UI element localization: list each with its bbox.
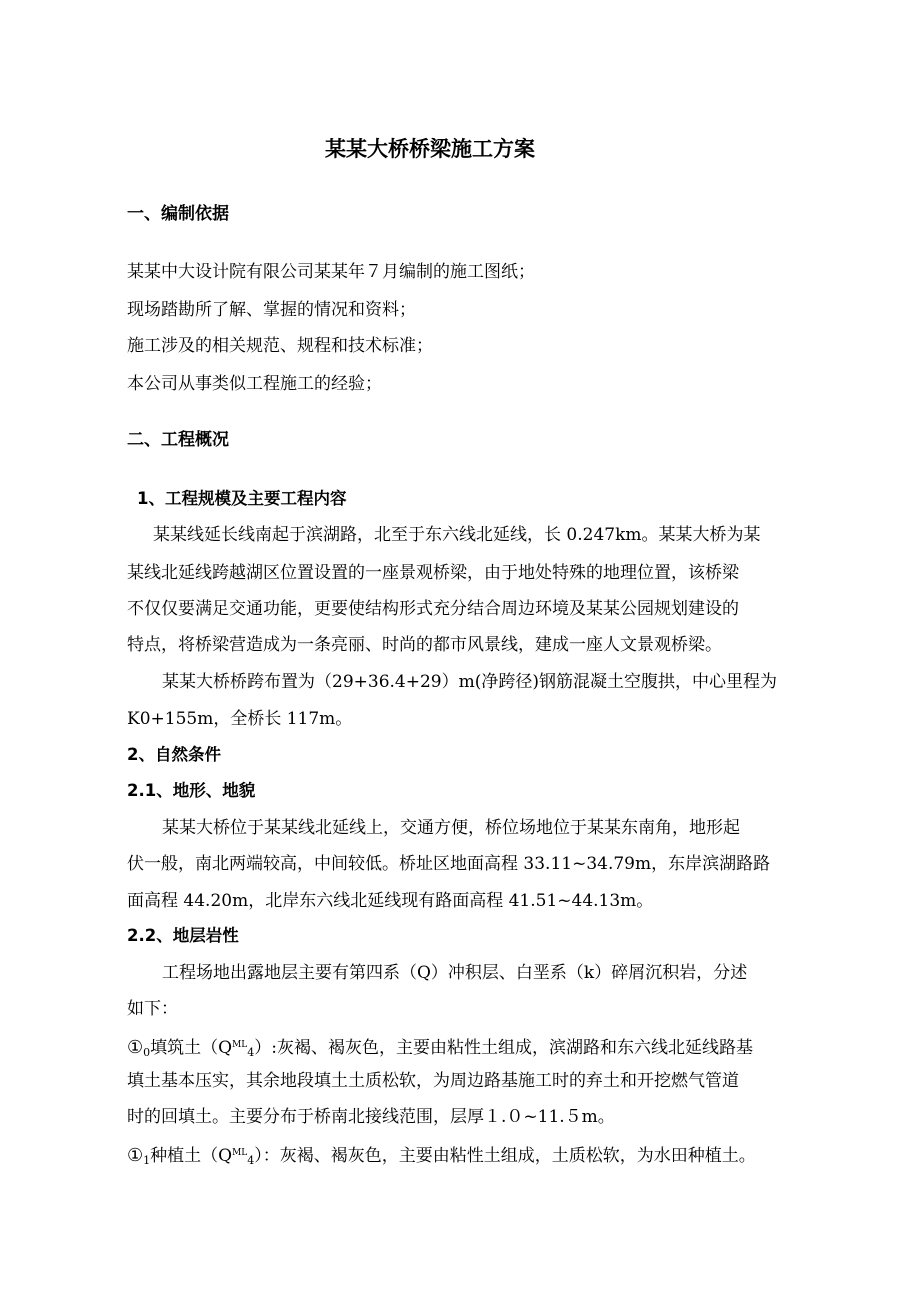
- scale-paragraph-line-2: 某线北延线跨越湖区位置设置的一座景观桥梁，由于地处特殊的地理位置，该桥梁: [127, 563, 739, 583]
- basis-item-3: 施工涉及的相关规范、规程和技术标准；: [127, 336, 433, 356]
- layer-0-first-line: [127, 1032, 753, 1066]
- strata-intro-line-2: 如下：: [127, 999, 178, 1019]
- layer-0-sup: ML: [232, 1040, 248, 1050]
- layer-0-line-3: 时的回填土。主要分布于桥南北接线范围，层厚１.０~11.５m。: [127, 1107, 615, 1127]
- section-heading-basis: 一、编制依据: [127, 204, 229, 224]
- subsection-heading-scale: 1、工程规模及主要工程内容: [137, 489, 347, 508]
- span-paragraph-line-2: K0+155m，全桥长 117m。: [127, 709, 353, 729]
- document-title: 某某大桥桥梁施工方案: [325, 137, 535, 161]
- span-paragraph-line-1: 某某大桥桥跨布置为（29+36.4+29）m(净跨径)钢筋混凝土空腹拱，中心里程为: [162, 672, 777, 692]
- layer-1-sup: ML: [232, 1148, 248, 1158]
- layer-1-mark-sub: 1: [143, 1154, 151, 1167]
- subsection-heading-terrain: 2.1、地形、地貌: [127, 781, 256, 800]
- subsection-heading-natural: 2、自然条件: [127, 745, 221, 764]
- basis-item-1: 某某中大设计院有限公司某某年７月编制的施工图纸；: [127, 262, 535, 282]
- layer-1-sub2: 4: [247, 1154, 255, 1167]
- basis-item-2: 现场踏勘所了解、掌握的情况和资料；: [127, 300, 416, 320]
- layer-0-mark: ①: [127, 1037, 144, 1058]
- terrain-line-2: 伏一般，南北两端较高，中间较低。桥址区地面高程 33.11~34.79m，东岸滨湖路路: [127, 854, 771, 874]
- basis-item-4: 本公司从事类似工程施工的经验；: [127, 374, 382, 394]
- scale-paragraph-line-1: 某某线延长线南起于滨湖路，北至于东六线北延线，长 0.247km。某某大桥为某: [153, 525, 761, 545]
- layer-0-line-2: 填土基本压实，其余地段填土土质松软，为周边路基施工时的弃土和开挖燃气管道: [127, 1071, 739, 1091]
- terrain-line-3: 面高程 44.20m，北岸东六线北延线现有路面高程 41.51~44.13m。: [127, 891, 654, 911]
- strata-intro-line-1: 工程场地出露地层主要有第四系（Q）冲积层、白垩系（k）碎屑沉积岩，分述: [162, 963, 748, 983]
- layer-0-name: 填筑土（Q: [150, 1038, 233, 1058]
- section-heading-overview: 二、工程概况: [127, 430, 229, 450]
- layer-1-mark: ①: [127, 1145, 144, 1166]
- layer-0-description: ）:灰褐、褐灰色，主要由粘性土组成，滨湖路和东六线北延线路基: [254, 1038, 754, 1058]
- layer-0-mark-sub: 0: [143, 1046, 151, 1059]
- subsection-heading-strata: 2.2、地层岩性: [127, 926, 239, 945]
- layer-1-description: ）：灰褐、褐灰色，主要由粘性土组成，土质松软，为水田种植土。: [254, 1146, 756, 1166]
- terrain-line-1: 某某大桥位于某某线北延线上，交通方便，桥位场地位于某某东南角，地形起: [162, 818, 740, 838]
- layer-1-name: 种植土（Q: [150, 1146, 233, 1166]
- layer-0-sub2: 4: [247, 1046, 255, 1059]
- layer-1-line: [127, 1140, 756, 1174]
- scale-paragraph-line-4: 特点，将桥梁营造成为一条亮丽、时尚的都市风景线，建成一座人文景观桥梁。: [127, 635, 722, 655]
- scale-paragraph-line-3: 不仅仅要满足交通功能，更要使结构形式充分结合周边环境及某某公园规划建设的: [127, 599, 739, 619]
